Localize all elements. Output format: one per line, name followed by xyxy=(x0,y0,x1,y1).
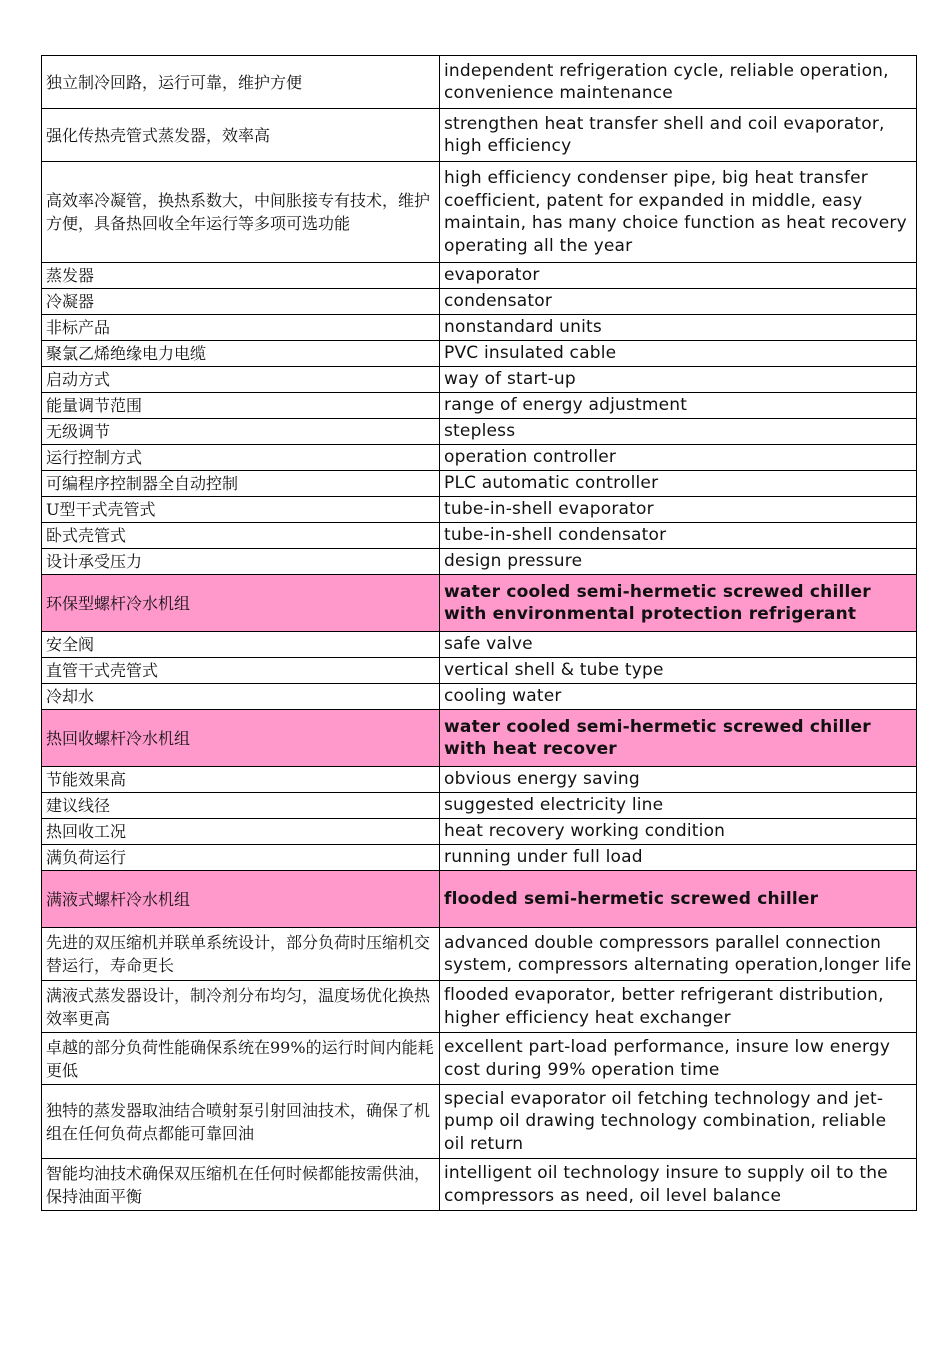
english-translation-cell: way of start-up xyxy=(440,367,917,393)
chinese-term-cell: 先进的双压缩机并联单系统设计，部分负荷时压缩机交替运行，寿命更长 xyxy=(42,928,440,981)
chinese-term-cell: 满负荷运行 xyxy=(42,845,440,871)
english-translation-cell: vertical shell & tube type xyxy=(440,658,917,684)
chinese-term-cell: 运行控制方式 xyxy=(42,445,440,471)
english-translation-cell: PVC insulated cable xyxy=(440,341,917,367)
english-translation-cell: high efficiency condenser pipe, big heat transfer coefficient, patent for expanded in middle, easy maintain, has many choice function as heat recovery operating all the year xyxy=(440,162,917,263)
chinese-term-cell: 节能效果高 xyxy=(42,767,440,793)
english-translation-cell: nonstandard units xyxy=(440,315,917,341)
chinese-term-cell: 热回收螺杆冷水机组 xyxy=(42,710,440,767)
english-translation-cell: cooling water xyxy=(440,684,917,710)
table-row-highlighted xyxy=(42,575,917,632)
translation-table xyxy=(41,55,917,1211)
english-translation-cell: excellent part-load performance, insure low energy cost during 99% operation time xyxy=(440,1033,917,1085)
chinese-term-cell: 直管干式壳管式 xyxy=(42,658,440,684)
table-row xyxy=(42,471,917,497)
english-translation-cell: independent refrigeration cycle, reliable operation, convenience maintenance xyxy=(440,56,917,109)
table-row xyxy=(42,1159,917,1211)
table-row xyxy=(42,341,917,367)
chinese-term-cell: 聚氯乙烯绝缘电力电缆 xyxy=(42,341,440,367)
table-row xyxy=(42,497,917,523)
table-row xyxy=(42,793,917,819)
chinese-term-cell: 建议线径 xyxy=(42,793,440,819)
chinese-term-cell: 蒸发器 xyxy=(42,263,440,289)
table-row-highlighted xyxy=(42,871,917,928)
english-translation-cell: running under full load xyxy=(440,845,917,871)
chinese-term-cell: 环保型螺杆冷水机组 xyxy=(42,575,440,632)
chinese-term-cell: 非标产品 xyxy=(42,315,440,341)
english-translation-cell: obvious energy saving xyxy=(440,767,917,793)
table-row xyxy=(42,1085,917,1159)
english-translation-cell: intelligent oil technology insure to supply oil to the compressors as need, oil level balance xyxy=(440,1159,917,1211)
table-row xyxy=(42,56,917,109)
table-row xyxy=(42,928,917,981)
table-row xyxy=(42,523,917,549)
chinese-term-cell: 无级调节 xyxy=(42,419,440,445)
table-row xyxy=(42,315,917,341)
english-translation-cell: water cooled semi-hermetic screwed chiller with environmental protection refrigerant xyxy=(440,575,917,632)
table-row xyxy=(42,549,917,575)
english-translation-cell: PLC automatic controller xyxy=(440,471,917,497)
chinese-term-cell: 设计承受压力 xyxy=(42,549,440,575)
chinese-term-cell: 独特的蒸发器取油结合喷射泵引射回油技术，确保了机组在任何负荷点都能可靠回油 xyxy=(42,1085,440,1159)
chinese-term-cell: 能量调节范围 xyxy=(42,393,440,419)
table-row xyxy=(42,981,917,1033)
english-translation-cell: safe valve xyxy=(440,632,917,658)
chinese-term-cell: 卧式壳管式 xyxy=(42,523,440,549)
english-translation-cell: operation controller xyxy=(440,445,917,471)
table-row xyxy=(42,393,917,419)
chinese-term-cell: 冷却水 xyxy=(42,684,440,710)
table-row xyxy=(42,845,917,871)
chinese-term-cell: 可编程序控制器全自动控制 xyxy=(42,471,440,497)
english-translation-cell: suggested electricity line xyxy=(440,793,917,819)
english-translation-cell: advanced double compressors parallel connection system, compressors alternating operation,longer life xyxy=(440,928,917,981)
table-row xyxy=(42,367,917,393)
table-row xyxy=(42,658,917,684)
english-translation-cell: heat recovery working condition xyxy=(440,819,917,845)
chinese-term-cell: 热回收工况 xyxy=(42,819,440,845)
english-translation-cell: water cooled semi-hermetic screwed chiller with heat recover xyxy=(440,710,917,767)
english-translation-cell: flooded semi-hermetic screwed chiller xyxy=(440,871,917,928)
chinese-term-cell: 高效率冷凝管，换热系数大，中间胀接专有技术，维护方便，具备热回收全年运行等多项可选功能 xyxy=(42,162,440,263)
table-row xyxy=(42,162,917,263)
chinese-term-cell: 智能均油技术确保双压缩机在任何时候都能按需供油，保持油面平衡 xyxy=(42,1159,440,1211)
table-row-highlighted xyxy=(42,710,917,767)
chinese-term-cell: 满液式蒸发器设计，制冷剂分布均匀，温度场优化换热效率更高 xyxy=(42,981,440,1033)
table-row xyxy=(42,445,917,471)
english-translation-cell: tube-in-shell evaporator xyxy=(440,497,917,523)
chinese-term-cell: U型干式壳管式 xyxy=(42,497,440,523)
chinese-term-cell: 卓越的部分负荷性能确保系统在99%的运行时间内能耗更低 xyxy=(42,1033,440,1085)
english-translation-cell: range of energy adjustment xyxy=(440,393,917,419)
table-row xyxy=(42,109,917,162)
table-row xyxy=(42,419,917,445)
chinese-term-cell: 强化传热壳管式蒸发器，效率高 xyxy=(42,109,440,162)
table-row xyxy=(42,263,917,289)
chinese-term-cell: 冷凝器 xyxy=(42,289,440,315)
english-translation-cell: special evaporator oil fetching technology and jet-pump oil drawing technology combination, reliable oil return xyxy=(440,1085,917,1159)
english-translation-cell: design pressure xyxy=(440,549,917,575)
table-body xyxy=(42,56,917,1211)
english-translation-cell: evaporator xyxy=(440,263,917,289)
english-translation-cell: flooded evaporator, better refrigerant distribution, higher efficiency heat exchanger xyxy=(440,981,917,1033)
table-row xyxy=(42,684,917,710)
table-row xyxy=(42,1033,917,1085)
table-row xyxy=(42,767,917,793)
english-translation-cell: condensator xyxy=(440,289,917,315)
english-translation-cell: tube-in-shell condensator xyxy=(440,523,917,549)
chinese-term-cell: 独立制冷回路，运行可靠，维护方便 xyxy=(42,56,440,109)
table-row xyxy=(42,289,917,315)
table-row xyxy=(42,819,917,845)
chinese-term-cell: 启动方式 xyxy=(42,367,440,393)
english-translation-cell: stepless xyxy=(440,419,917,445)
english-translation-cell: strengthen heat transfer shell and coil evaporator, high efficiency xyxy=(440,109,917,162)
chinese-term-cell: 安全阀 xyxy=(42,632,440,658)
chinese-term-cell: 满液式螺杆冷水机组 xyxy=(42,871,440,928)
table-row xyxy=(42,632,917,658)
